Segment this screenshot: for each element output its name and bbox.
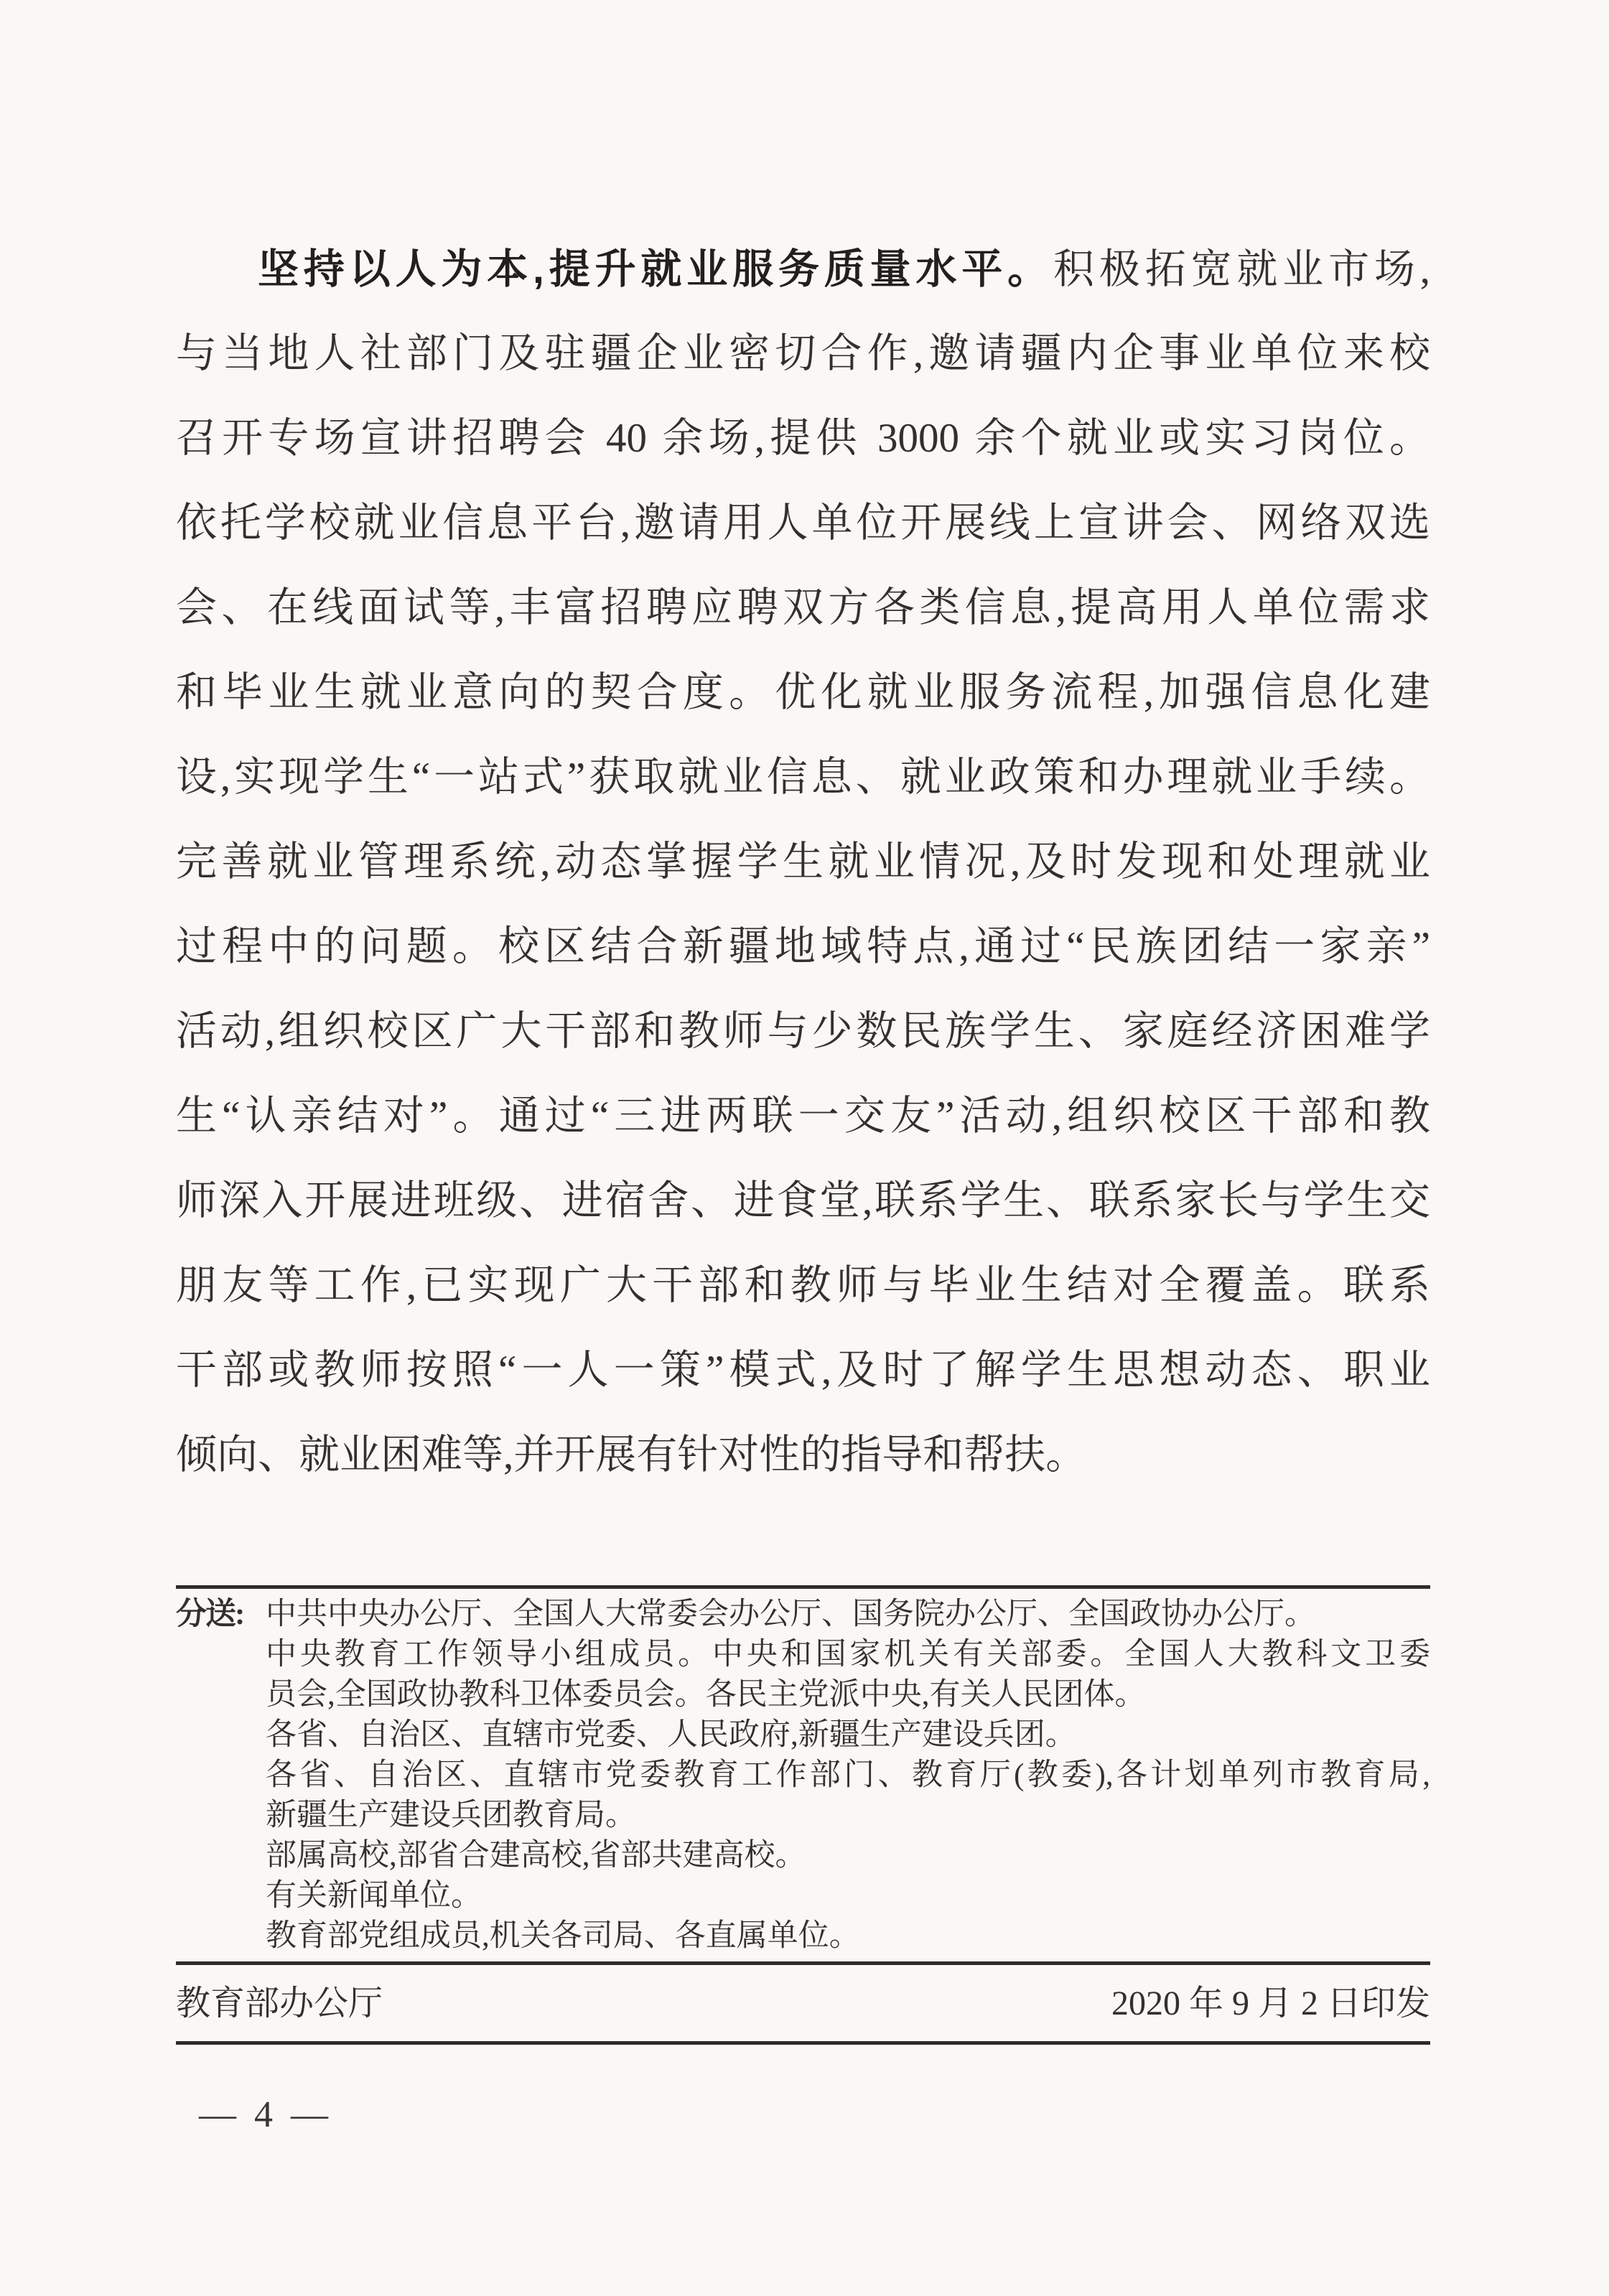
body-line-12: 师深入开展进班级、进宿舍、进食堂,联系学生、联系家长与学生交 (176, 1178, 1430, 1223)
distribution-line: 教育部党组成员,机关各司局、各直属单位。 (266, 1919, 860, 1953)
body-line-13: 朋友等工作,已实现广大干部和教师与毕业生结对全覆盖。联系 (176, 1263, 1430, 1308)
body-line-2: 与当地人社部门及驻疆企业密切合作,邀请疆内企事业单位来校 (176, 331, 1430, 376)
distribution-line: 各省、自治区、直辖市党委教育工作部门、教育厅(教委),各计划单列市教育局, (266, 1758, 1430, 1792)
body-line-9: 过程中的问题。校区结合新疆地域特点,通过“民族团结一家亲” (176, 924, 1430, 969)
body-line-14: 干部或教师按照“一人一策”模式,及时了解学生思想动态、职业 (176, 1348, 1430, 1393)
distribution-line (176, 1595, 1430, 1635)
distribution-entry: 中共中央办公厅、全国人大常委会办公厅、国务院办公厅、全国政协办公厅。 (266, 1597, 1315, 1631)
distribution-line: 各省、自治区、直辖市党委、人民政府,新疆生产建设兵团。 (266, 1718, 1076, 1752)
body-line-4: 依托学校就业信息平台,邀请用人单位开展线上宣讲会、网络双选 (176, 500, 1430, 546)
page-number: — 4 — (199, 2094, 332, 2135)
body-line-6: 和毕业生就业意向的契合度。优化就业服务流程,加强信息化建 (176, 670, 1430, 715)
distribution-line: 新疆生产建设兵团教育局。 (266, 1798, 636, 1832)
footer-top-rule (176, 1961, 1430, 1965)
distribution-line: 员会,全国政协教科卫体委员会。各民主党派中央,有关人民团体。 (266, 1678, 1146, 1712)
body-line-3: 召开专场宣讲招聘会 40 余场,提供 3000 余个就业或实习岗位。 (176, 416, 1430, 461)
distribution-line: 部属高校,部省合建高校,省部共建高校。 (266, 1839, 806, 1872)
body-line-11: 生“认亲结对”。通过“三进两联一交友”活动,组织校区干部和教 (176, 1093, 1430, 1139)
body-line-10: 活动,组织校区广大干部和教师与少数民族学生、家庭经济困难学 (176, 1009, 1430, 1054)
distribution-top-rule (176, 1585, 1430, 1589)
distribution-line: 有关新闻单位。 (266, 1879, 482, 1913)
print-date: 2020 年 9 月 2 日印发 (1111, 1984, 1430, 2022)
body-line-15: 倾向、就业困难等,并开展有针对性的指导和帮扶。 (176, 1432, 1087, 1478)
footer-bottom-rule (176, 2041, 1430, 2045)
body-line-5: 会、在线面试等,丰富招聘应聘双方各类信息,提高用人单位需求 (176, 585, 1430, 630)
body-paragraph (176, 227, 1430, 1498)
body-line-1 (176, 227, 1430, 312)
bold-lead-sentence: 坚持以人为本,提升就业服务质量水平。 (258, 246, 1054, 292)
distribution-label: 分送: (176, 1597, 244, 1631)
body-line-7: 设,实现学生“一站式”获取就业信息、就业政策和办理就业手续。 (176, 755, 1430, 800)
issuing-office: 教育部办公厅 (176, 1984, 383, 2022)
body-line-8: 完善就业管理系统,动态掌握学生就业情况,及时发现和处理就业 (176, 839, 1430, 885)
distribution-line: 中央教育工作领导小组成员。中央和国家机关有关部委。全国人大教科文卫委 (266, 1638, 1430, 1671)
distribution-list (176, 1595, 1430, 1956)
body-line-1-rest: 积极拓宽就业市场, (1053, 247, 1430, 292)
